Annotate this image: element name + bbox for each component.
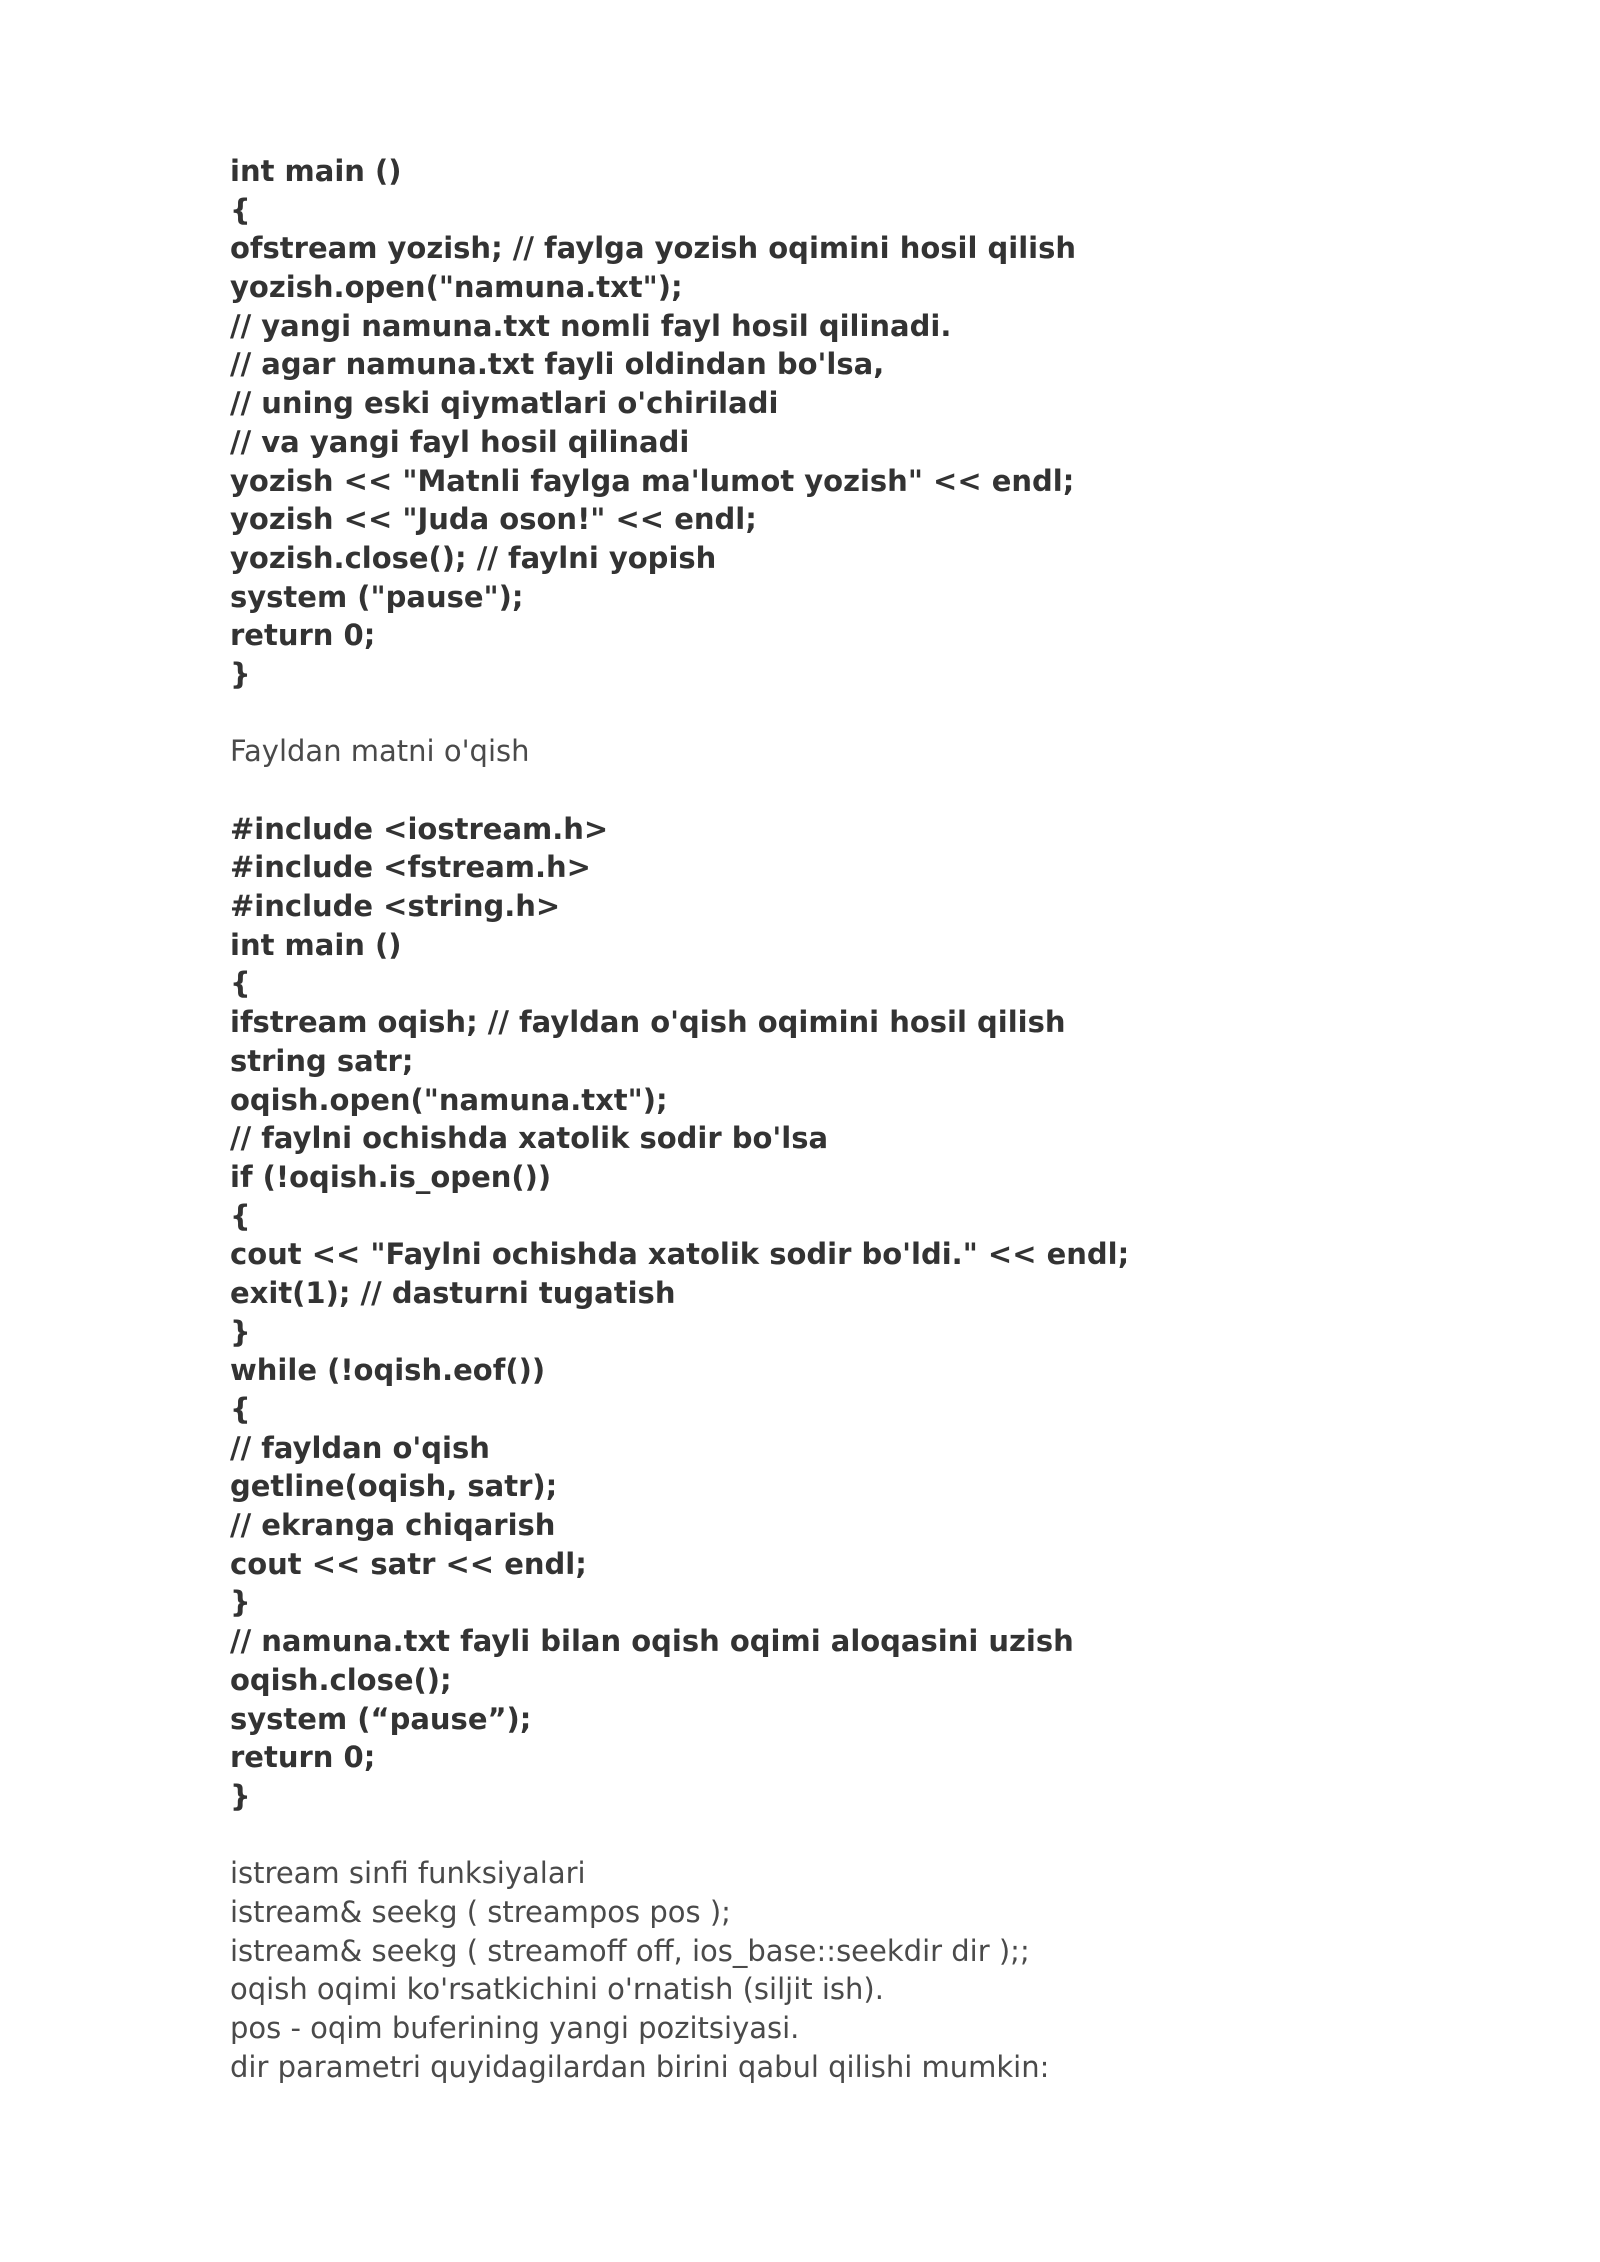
code-line: ofstream yozish; // faylga yozish oqimini hosil qilish <box>230 231 1077 266</box>
code-line: while (!oqish.eof()) <box>230 1353 546 1388</box>
code-line: string satr; <box>230 1043 414 1078</box>
code-line: cout << satr << endl; <box>230 1546 587 1581</box>
code-line: // namuna.txt fayli bilan oqish oqimi aloqasini uzish <box>230 1624 1074 1659</box>
istream-functions-text <box>230 1854 1430 2086</box>
code-line: // va yangi fayl hosil qilinadi <box>230 424 690 459</box>
code-line: system (“pause”); <box>230 1701 532 1736</box>
code-line: oqish.open("namuna.txt"); <box>230 1082 668 1117</box>
code-line: // faylni ochishda xatolik sodir bo'lsa <box>230 1121 829 1156</box>
code-line: cout << "Faylni ochishda xatolik sodir bo'ldi." << endl; <box>230 1237 1130 1272</box>
document-content <box>230 152 1430 2086</box>
code-line: yozish.open("namuna.txt"); <box>230 270 683 305</box>
code-line: // fayldan o'qish <box>230 1430 490 1465</box>
code-line: oqish.close(); <box>230 1662 452 1697</box>
section-heading-wrapper <box>230 732 1430 771</box>
text-line: oqish oqimi ko'rsatkichini o'rnatish (siljit ish). <box>230 1972 884 2007</box>
code-line: if (!oqish.is_open()) <box>230 1159 552 1194</box>
section-heading: Fayldan matni o'qish <box>230 734 530 769</box>
code-line: system ("pause"); <box>230 579 524 614</box>
code-line: ifstream oqish; // fayldan o'qish oqimini hosil qilish <box>230 1005 1066 1040</box>
code-line: } <box>230 1314 251 1349</box>
code-line: { <box>230 1198 251 1233</box>
code-line: // yangi namuna.txt nomli fayl hosil qilinadi. <box>230 308 952 343</box>
code-line: return 0; <box>230 1740 376 1775</box>
code-line: int main () <box>230 927 402 962</box>
spacer <box>230 771 1430 810</box>
code-line: // uning eski qiymatlari o'chiriladi <box>230 386 779 421</box>
code-line: } <box>230 1585 251 1620</box>
code-block-file-read <box>230 810 1430 1816</box>
code-line: { <box>230 1392 251 1426</box>
code-line: return 0; <box>230 618 376 653</box>
code-line: exit(1); // dasturni tugatish <box>230 1275 676 1310</box>
text-line: pos - oqim buferining yangi pozitsiyasi. <box>230 2011 800 2045</box>
code-line: } <box>230 656 251 691</box>
code-line: yozish.close(); // faylni yopish <box>230 540 717 575</box>
text-line: istream& seekg ( streamoff off, ios_base::seekdir dir );; <box>230 1933 1030 1968</box>
code-line: #include <string.h> <box>230 889 561 924</box>
code-line: #include <fstream.h> <box>230 850 591 885</box>
code-line: getline(oqish, satr); <box>230 1469 558 1504</box>
code-line: { <box>230 966 251 1001</box>
code-line: } <box>230 1778 251 1813</box>
code-line: int main () <box>230 154 402 188</box>
code-line: // agar namuna.txt fayli oldindan bo'lsa, <box>230 347 885 382</box>
code-line: // ekranga chiqarish <box>230 1508 556 1543</box>
spacer <box>230 1816 1430 1855</box>
code-line: #include <iostream.h> <box>230 811 609 846</box>
code-line: { <box>230 192 251 227</box>
code-line: yozish << "Juda oson!" << endl; <box>230 502 757 537</box>
code-block-file-write <box>230 152 1430 694</box>
spacer <box>230 694 1430 733</box>
text-line: dir parametri quyidagilardan birini qabul qilishi mumkin: <box>230 2049 1050 2084</box>
code-line: yozish << "Matnli faylga ma'lumot yozish" << endl; <box>230 463 1075 498</box>
text-line: istream sinfi funksiyalari <box>230 1856 586 1891</box>
text-line: istream& seekg ( streampos pos ); <box>230 1894 731 1929</box>
